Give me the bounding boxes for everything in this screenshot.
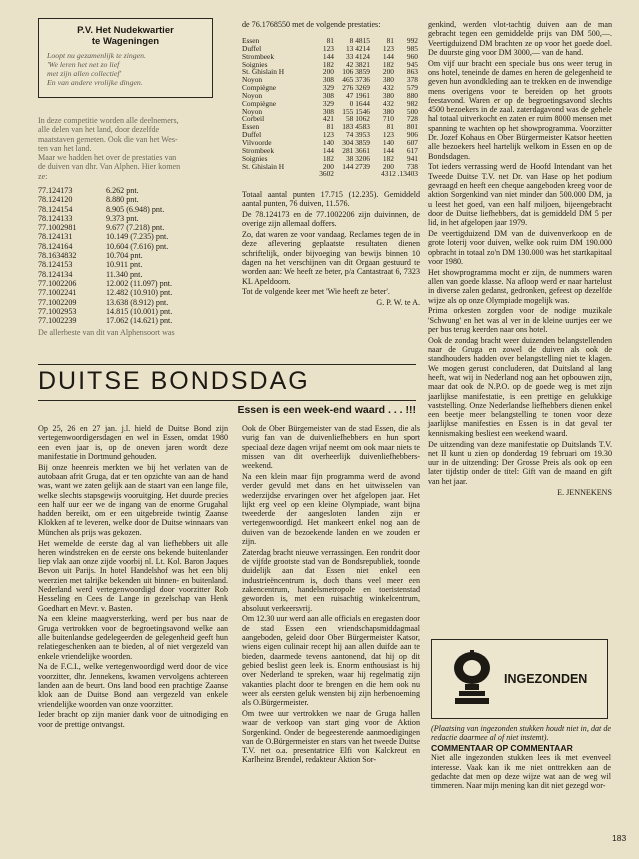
table-cell: Vilvoorde <box>242 137 272 147</box>
right-paragraph: Tot ieders verrassing werd de Hoofd Intendant van het Tweede Duitse T.V. net Dr. van Hase op het podium gevraagd en heeft een cheque aangeboden kreeg voor de aktion Sorgenkind van niet minder dan 500.000 DM, ja u leest het goed, van een half miljoen, bijeengebracht door de Duitse liefhebbers, dat is gemiddeld DM 5 per lid, in het afgelopen jaar 1979. <box>428 162 612 228</box>
table-cell: 710 <box>382 114 394 124</box>
ring-number: 77.1002206 <box>38 278 77 288</box>
article-center-column <box>242 424 420 766</box>
points-value: 9.677 (7.218) pnt. <box>106 223 165 233</box>
table-cell: Soignies <box>242 153 268 163</box>
motto-line: met zijn allen collectief' <box>47 69 122 78</box>
table-cell: 144 <box>322 51 334 61</box>
motto-line: Loopt nu gezamenlijk te zingen. <box>47 51 146 60</box>
result-row <box>38 251 228 260</box>
table-cell: St. Ghislain H <box>242 161 285 171</box>
table-cell: 308 <box>322 75 334 85</box>
table-cell: 81 <box>326 36 334 45</box>
article-paragraph: Op 25, 26 en 27 jan. j.l. hield de Duitse Bond zijn vertegenwoordigersdagen en wel in Essen, omdat 1980 een even jaar is, op de oneven jaren wordt deze manifestatie in Dortmund gehouden. <box>38 424 228 461</box>
article-paragraph: Bij onze heenreis merkten we bij het verlaten van de autobaan afrit Gruga, dat er ten opzichte van aan de hand was, want we zaten gelijk aan de staart van een lange file, welke slechts stapsgewijs vooruitging. Het duurde precies een half uur eer we de ingang van de enorme Grugahal hadden bereikt, om er een uitgebreide twintig Zaanse Klokken af te leveren, welke door de Duitse winnaars van München als prijs was gekozen. <box>38 462 228 537</box>
table-cell: Essen <box>242 122 260 132</box>
table-cell: 465 3736 <box>342 75 370 85</box>
ingezonden-note: (Plaatsing van ingezonden stukken houdt niet in, dat de redactie daarmee al of niet instemt). <box>431 724 611 743</box>
table-intro: de 76.1768550 met de volgende prestaties: <box>242 20 381 29</box>
table-cell: Duffel <box>242 43 262 53</box>
result-row <box>38 298 228 307</box>
right-paragraph: De veertigduizend DM van de duivenverkoop en de grote loterij voor duiven, welke ook ruim DM 190.000 opbracht in totaal zo'n DM 130.000 was het startkapitaal voor 1980. <box>428 229 612 266</box>
middle-paragraphs <box>242 190 420 308</box>
table-cell: 738 <box>406 161 418 171</box>
ring-number: 78.124131 <box>38 232 73 242</box>
table-cell: 182 <box>382 153 394 163</box>
article-paragraph: Ook de Ober Bürgemeister van de stad Essen, die als vurig fan van de duivenliefhebbers en hun sport speciaal deze dagen vrijaf neemt om ook maar niets te missen van dit overheerlijk duivenliefhebbers-weekend. <box>242 424 420 471</box>
table-cell: Corbeil <box>242 114 265 124</box>
points-value: 14.815 (10.001) pnt. <box>106 306 173 316</box>
box-title-line2: te Wageningen <box>91 36 160 47</box>
quill-stamp-icon <box>446 648 498 712</box>
right-paragraph: Prima orkesten zorgden voor de nodige muzikale 'Schwung' en het was al ver in de kleine uurtjes eer we per bus terug keerden naar ons hotel. <box>428 306 612 334</box>
table-cell: 378 <box>406 75 418 85</box>
table-cell: Noyon <box>242 106 263 116</box>
table-cell: 144 <box>322 145 334 155</box>
ring-number: 78.1634832 <box>38 251 77 261</box>
ring-number: 78.124164 <box>38 241 73 251</box>
points-value: 8.880 pnt. <box>106 195 139 205</box>
table-cell: Strombeek <box>242 51 275 61</box>
table-cell: 200 <box>322 161 334 171</box>
headline-rule-top <box>38 364 416 365</box>
points-value: 12.002 (11.097) pnt. <box>106 278 173 288</box>
box-motto <box>47 51 204 87</box>
ring-number: 78.124134 <box>38 269 73 279</box>
table-cell: 144 <box>382 51 394 61</box>
headline-rule-bottom <box>38 400 416 401</box>
table-cell: 182 <box>322 153 334 163</box>
table-cell: 58 1062 <box>345 114 370 124</box>
table-cell: 992 <box>406 36 418 45</box>
table-cell: 579 <box>406 83 418 93</box>
table-cell: 47 1961 <box>345 90 370 100</box>
result-row <box>38 223 228 232</box>
total-cell: 4312 .13403 <box>381 169 418 179</box>
right-paragraph: De uitzending van deze manifestatie op Duitslands T.V. net II kunt u zien op donderdag 19 februari om 19.30 uur in de uitzending: Der Grosse Preis als ook op een later tijdstip onder de titel: Gift van de maand en gift van het jaar. <box>428 439 612 486</box>
table-cell: 500 <box>406 106 418 116</box>
table-cell: 728 <box>406 114 418 124</box>
ingezonden-heading: COMMENTAAR OP COMMENTAAR <box>431 743 573 754</box>
table-cell: 81 <box>326 122 334 132</box>
table-cell: 985 <box>406 43 418 53</box>
table-cell: 308 <box>322 106 334 116</box>
article-left-column <box>38 424 228 731</box>
middle-paragraph: Zo, dat waren ze voor vandaag. Reclames tegen de in deze aflevering geplaatste resultaten dienen schriftelijk, onder bijvoeging van bewijs binnen 10 dagen na het verschijnen van dit Orgaan gestuurd te worden aan: We heeft ze beter, p/a Cantastraat 6, 7323 KL Apeldoorn. <box>242 230 420 286</box>
table-totals-row <box>242 170 420 178</box>
table-cell: 276 3269 <box>342 83 370 93</box>
points-value: 12.482 (10.910) pnt. <box>106 288 173 298</box>
table-cell: 329 <box>322 83 334 93</box>
table-cell: 421 <box>322 114 334 124</box>
table-cell: 200 <box>322 67 334 77</box>
ring-number: 77.1002239 <box>38 316 77 326</box>
table-cell: 200 <box>382 161 394 171</box>
table-cell: 182 <box>322 59 334 69</box>
right-column-text <box>428 20 612 497</box>
intro-line: maatstaven gemeten. Ook die van het Wes- <box>38 134 178 144</box>
page-number: 183 <box>612 833 627 843</box>
ring-number: 78.124133 <box>38 213 73 223</box>
table-cell: 81 <box>386 122 394 132</box>
ring-number: 77.1002953 <box>38 306 77 316</box>
table-cell: 42 3821 <box>345 59 370 69</box>
table-cell: 33 4124 <box>345 51 370 61</box>
table-cell: 74 3953 <box>345 130 370 140</box>
middle-paragraph: Totaal aantal punten 17.715 (12.235). Gemiddeld aantal punten, 76 duiven, 11.576. <box>242 190 420 209</box>
right-paragraph: Ook de zondag bracht weer duizenden belangstellenden naar de Gruga en zowel de duiven als ook de standhouders hadden over belangstelling niet te klagen. We mogen gerust concluderen, dat Duitsland al lang heeft, wat wij in Nederland nog aan het opbouwen zijn, maar dat ook de N.P.O. op de goede weg is met zijn jaarlijkse manifestatie, is een prettige en gelukkige vaststelling. Onze Nederlandse liefhebbers dienen enkel een beetje meer belangstelling te tonen voor deze jaarlijkse manifesties en Essen is in dat geval ter kennismaking besliest een weekend waard. <box>428 335 612 438</box>
points-value: 17.062 (14.621) pnt. <box>106 316 173 326</box>
table-cell: 432 <box>382 98 394 108</box>
ring-number: 77.1002981 <box>38 223 77 233</box>
right-paragraph: genkind, werden vlot-tachtig duiven aan de man gebracht tegen een gemiddelde prijs van DM 500,—. Veertigduizend DM brachten ze op voor het goede doel. De duurste ging voor DM 3000,— van de hand. <box>428 20 612 57</box>
middle-paragraph: De 78.124173 en de 77.1002206 zijn duivinnen, de overige zijn allemaal doffers. <box>242 210 420 229</box>
table-cell: 432 <box>382 83 394 93</box>
results-footer: De allerbeste van dit van Alphensoort was <box>38 328 175 337</box>
table-cell: 8 4815 <box>349 36 370 45</box>
intro-line: de duiven van dhr. Van Alphen. Hier komen <box>38 162 181 172</box>
result-row <box>38 232 228 241</box>
table-cell: 880 <box>406 90 418 100</box>
table-cell: 380 <box>382 90 394 100</box>
intro-line: In deze competitie worden alle deelnemers, <box>38 116 179 125</box>
table-cell: 607 <box>406 137 418 147</box>
table-cell: Noyon <box>242 90 263 100</box>
result-row <box>38 270 228 279</box>
table-cell: St. Ghislain H <box>242 67 285 77</box>
article-subheadline: Essen is een week-end waard . . . !!! <box>237 404 416 416</box>
table-cell: Compiègne <box>242 83 277 93</box>
points-value: 10.911 pnt. <box>106 260 143 270</box>
article-paragraph: Na een klein maar fijn programma werd de avond verder gevuld met dans en het uitwisselen van wederzijdse ervaringen over het afgelopen jaar. Het lijkt erg veel op een kleine Olympiade, want bijna tweederde der aangesloten landen zijn er vertegenwoordigd. Het mankeert enkel nog aan de duiven van de bezoekende landen en we zouden er zijn. <box>242 471 420 547</box>
ring-number: 77.1002209 <box>38 297 77 307</box>
article-paragraph: Het wemelde de eerste dag al van liefhebbers uit alle heren windstreken en de eerste ons bekende buitenlander liep vlak aan onze zijde voorbij nl. Lt. Kol. Baron Jaques Bevon uit Parijs. In hotel Handelshof was het een blij weerzien met talrijke bekenden uit binnen- en buitenland. Nederland werd vertegenwoordigd door voorzitter Rob Hesseling en Cees de Lange in gezelschap van Henk Goedhart en Mevr. v. Basten. <box>38 538 228 613</box>
table-cell: 329 <box>322 98 334 108</box>
points-value: 11.340 pnt. <box>106 269 143 279</box>
ring-number: 77.1002241 <box>38 288 77 298</box>
table-cell: 617 <box>406 145 418 155</box>
table-cell: Soignies <box>242 59 268 69</box>
points-value: 8.905 (6.948) pnt. <box>106 204 165 214</box>
table-cell: 304 3859 <box>342 137 370 147</box>
table-cell: 140 <box>382 137 394 147</box>
table-cell: 200 <box>382 67 394 77</box>
results-list <box>38 186 228 325</box>
right-signature: E. JENNEKENS <box>557 487 612 497</box>
table-cell: Duffel <box>242 130 262 140</box>
ingezonden-body: Niet alle ingezonden stukken lees ik met evenveel interesse. Vaak kan ik me niet onttrekken aan de gedachte dat men op deze wijze wat aan de weg wil timmeren. Naar mijn mening kan dit niet gezegd wor- <box>431 753 611 791</box>
total-cell: 3602 <box>319 169 334 179</box>
table-cell: Essen <box>242 36 260 45</box>
table-cell: 38 3206 <box>345 153 370 163</box>
table-cell <box>242 170 310 178</box>
table-cell: 123 <box>322 43 334 53</box>
table-cell: 123 <box>382 130 394 140</box>
table-cell: Compiègne <box>242 98 277 108</box>
result-row <box>38 316 228 325</box>
ingezonden-label: INGEZONDEN <box>504 672 588 686</box>
result-row <box>38 307 228 316</box>
points-value: 10.149 (7.235) pnt. <box>106 232 169 242</box>
table-cell: 945 <box>406 59 418 69</box>
motto-line: 'We leren het net zo lief <box>47 60 120 69</box>
article-paragraph: Na een kleine maagversterking, werd per bus naar de Gruga vertrokken voor de begroetingsavond welke aan alle buitenlandse gedelegeerden de gelegenheid geeft hun relatiegeschenken aan te bieden, al of niet vergezeld van enkele vriendelijke woorden. <box>38 614 228 661</box>
table-cell: 155 1546 <box>342 106 370 116</box>
table-cell: 380 <box>382 75 394 85</box>
table-cell: 81 <box>386 36 394 45</box>
intro-line: ze: <box>38 171 48 181</box>
table-cell: Noyon <box>242 75 263 85</box>
intro-line: ten van het land. <box>38 143 92 153</box>
ring-number: 77.124173 <box>38 186 73 195</box>
points-value: 10.704 pnt. <box>106 251 143 261</box>
result-row <box>38 186 228 195</box>
table-cell: 380 <box>382 106 394 116</box>
article-paragraph: Ieder bracht op zijn manier dank voor de uitnodiging en voor de prettige ontvangst. <box>38 710 228 729</box>
box-title-line1: P.V. Het Nudekwartier <box>77 25 174 36</box>
table-cell: 183 4583 <box>342 122 370 132</box>
table-cell: 144 <box>382 145 394 155</box>
article-paragraph: Zaterdag bracht nieuwe verrassingen. Een rondrit door de vijfde grootste stad van de Bondsrepubliek, toonde duidelijk aan dat Essen niet enkel een industrieëncentrum is, doch thans veel meer een zakencentrum, handelsmetropole en toeristenstad geworden is, met een ruisachtig winkelcentrum, absoluut verkeersvrij. <box>242 547 420 613</box>
prize-table <box>242 37 420 178</box>
article-headline: DUITSE BONDSDAG <box>38 367 310 395</box>
table-cell: 106 3859 <box>342 67 370 77</box>
table-cell: 140 <box>322 137 334 147</box>
motto-line: En van andere vrolijke dingen. <box>47 78 143 87</box>
table-cell: 182 <box>382 59 394 69</box>
table-cell: 941 <box>406 153 418 163</box>
nudekwartier-box <box>38 18 213 98</box>
result-row <box>38 260 228 269</box>
table-cell: 123 <box>322 130 334 140</box>
ingezonden-logo-box <box>431 639 608 719</box>
result-row <box>38 214 228 223</box>
ring-number: 78.124154 <box>38 204 73 214</box>
result-row <box>38 195 228 204</box>
result-row <box>38 279 228 288</box>
result-row <box>38 288 228 297</box>
points-value: 13.638 (8.912) pnt. <box>106 297 169 307</box>
middle-paragraph: Tot de volgende keer met 'Wie heeft ze beter'. <box>242 287 390 297</box>
right-paragraph: Om vijf uur bracht een speciale bus ons weer terug in ons hotel, teneinde de dames en heren de gelegenheid te geven hun avondkleding aan te trekken en de inwendige mens overigens voor te bereiden op het groots feestavond. Waren er op de begroetingsavond slechts 4500 bezoekers in de zaal. zaterdagavond was de gehele hal totaal uitverkocht en zaten er ruim 8000 mensen met spanning te wachten op het showprogramma. Voorzitter Dr. Jozef Kohaus en Ober Bürgermeister Katsor heetten alle bezoekers heel hartelijk welkom in Essen en op de Bondsdagen. <box>428 58 612 161</box>
article-paragraph: Om twee uur vertrokken we naar de Gruga hallen waar de verkoop van start ging voor de Aktion Sorgenkind. Onder de begeesterende aanmoedigingen van de O.Bürgermeister en stars van het tweede Duitse T.V. net o.a. presentatrice Elfi von Kalckreut en Karlheinz Brendel, redakteur Aktion Sor- <box>242 708 420 765</box>
table-cell: 0 1644 <box>349 98 370 108</box>
result-row <box>38 242 228 251</box>
table-cell: 982 <box>406 98 418 108</box>
middle-signature: G. P. W. te A. <box>376 298 420 308</box>
points-value: 6.262 pnt. <box>106 186 139 195</box>
table-cell: Strombeek <box>242 145 275 155</box>
article-paragraph: Om 12.30 uur werd aan alle officials en eregasten door de stad Essen een vriendschapsmiddagmaal aangeboden, geleid door Ober Bürgermeister Katsor, wiens eigen culinair recept hij aan allen duifde aan te bieden, daarmede tevens aantonend, dat hij op dit gebied beslist geen leek is. Enorm enthousiast is hij over Nederland te spreken, waar hij regelmatig zijn vakanties placht door te brengen en die hem ook nu weer als eersten geluk wensten bij zijn herbenoeming als O.Bürgermeister. <box>242 614 420 708</box>
result-row <box>38 205 228 214</box>
ingezonden-section <box>431 724 611 792</box>
table-cell: 863 <box>406 67 418 77</box>
intro-paragraph <box>38 116 228 181</box>
intro-line: Maar we hadden het over de prestaties van <box>38 153 177 163</box>
table-cell: 906 <box>406 130 418 140</box>
table-cell: 281 3661 <box>342 145 370 155</box>
table-cell: 960 <box>406 51 418 61</box>
right-paragraph: Het showprogramma mocht er zijn, de nummers waren allen van goede klasse. Na afloop werd er naar hartelust in diverse zalen gedanst, gedronken, gefeest op dezelfde wijze als op onze Olympiade mogelijk was. <box>428 267 612 305</box>
table-cell: 13 4214 <box>345 43 370 53</box>
ring-number: 78.124120 <box>38 195 73 205</box>
intro-line: alle delen van het land, door dezelfde <box>38 125 160 135</box>
ring-number: 78.124153 <box>38 260 73 270</box>
points-value: 10.604 (7.616) pnt. <box>106 241 169 251</box>
table-cell: 144 2739 <box>342 161 370 171</box>
table-cell: 308 <box>322 90 334 100</box>
points-value: 9.373 pnt. <box>106 213 139 223</box>
article-paragraph: Na de F.C.I., welke vertegenwoordigd werd door de vice voorzitter, dhr. Jennekens, kwamen vervolgens achtereen landen aan de beurt. Ons land bood een prachtige Zaanse klok aan de Duitse Bond aan vergezeld van enkele vriendelijke woorden van onze voorzitter. <box>38 662 228 709</box>
table-cell: 123 <box>382 43 394 53</box>
table-cell: 801 <box>406 122 418 132</box>
